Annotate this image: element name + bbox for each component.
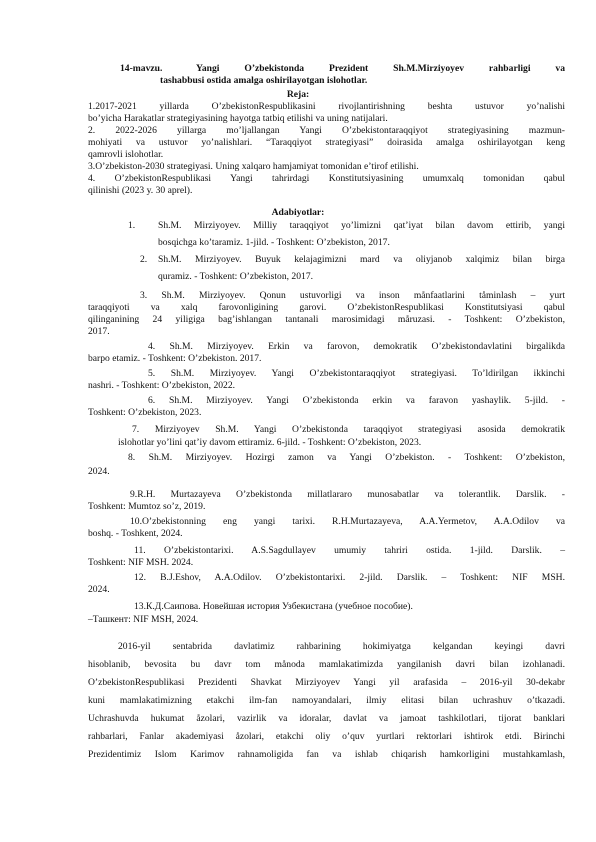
literature-8-line-2: 2024. — [88, 466, 110, 477]
body-line-7: Prezidentimiz Islom Karimov rahnamoligida fan va ishlab chiqarish hamkorligini mustahkamlash, — [88, 749, 565, 760]
literature-12-line-1: 12. B.J.Eshov, A.A.Odilov. O’zbekistontarixi. 2-jild. Darslik. – Toshkent: NIF MSH. — [134, 572, 565, 583]
literature-1-line-1: Sh.M. Mirziyoyev. Milliy taraqqiyot yo’limizni qat’iyat bilan davom ettirib, yangi — [158, 220, 565, 231]
body-line-3: O’zbekistonRespublikasi Prezidenti Shavkat Mirziyoyev Yangi yil arafasida – 2016-yil 30-dekabr — [88, 677, 565, 688]
plan-item-2-line-1: 2. 2022-2026 yillarga mo’ljallangan Yangi O’zbekistontaraqqiyot strategiyasining mazmun- — [88, 125, 565, 136]
plan-heading: Reja: — [286, 89, 310, 100]
plan-item-3: 3.O’zbekiston-2030 strategiyasi. Uning xalqaro hamjamiyat tomonidan e’tirof etilishi. — [88, 161, 419, 172]
literature-2-line-1: Sh.M. Mirziyoyev. Buyuk kelajagimizni mard va oliyjanob xalqimiz bilan birga — [158, 254, 565, 265]
literature-13-line-1: 13.К.Д.Саипова. Новейшая история Узбекистана (учебное пособие). — [134, 601, 413, 612]
plan-item-4-line-1: 4. O’zbekistonRespublikasi Yangi tahrirdagi Konstitutsiyasining umumxalq tomonidan qabul — [88, 173, 565, 184]
literature-3-line-1: 3. Sh.M. Mirziyoyev. Qonun ustuvorligi va inson månfaatlarini tåminlash – yurt — [140, 290, 565, 301]
literature-8-line-1: 8. Sh.M. Mirziyoyev. Hozirgi zamon va Yangi O’zbekiston. - Toshkent: O’zbekiston, — [128, 452, 565, 463]
body-line-4: kuni mamlakatimizning etakchi ilm-fan namoyandalari, ilmiy elitasi bilan uchrashuv o’tkazadi. — [88, 695, 565, 706]
literature-3-line-3: qilinganining 24 yiligiga bag’ishlangan tantanali marosimidagi måruzasi. - Toshkent: O’zbekiston, — [88, 314, 565, 325]
plan-item-1-line-1: 1.2017-2021 yillarda O’zbekistonRespublikasini rivojlantirishning beshta ustuvor yo’nalishi — [88, 101, 565, 112]
body-line-5: Uchrashuvda hukumat åzolari, vazirlik va idoralar, davlat va jamoat tashkilotlari, tijorat banklari — [88, 713, 565, 724]
literature-2-number: 2. — [140, 254, 148, 265]
literature-12-line-2: 2024. — [88, 584, 110, 595]
literature-1-line-2: bosqichga ko’taramiz. 1-jild. - Toshkent: O’zbekiston, 2017. — [158, 237, 390, 248]
plan-item-2-line-2: mohiyati va ustuvor yo’nalishlari. “Taraqqiyot strategiyasi” doirasida amalga oshirilayotgan keng — [88, 137, 565, 148]
literature-5-line-2: nashri. - Toshkent: O’zbekiston, 2022. — [88, 380, 236, 391]
literature-4-line-1: 4. Sh.M. Mirziyoyev. Erkin va farovon, demokratik O’zbekistondavlatini birgalikda — [148, 341, 565, 352]
body-line-6: rahbarlari, Fanlar akademiyasi åzolari, etakchi oliy o’quv yurtlari rektorlari ishtirok etdi. Birinchi — [88, 731, 565, 742]
body-line-2: hisoblanib, bevosita bu davr tom månoda mamlakatimizda yangilanish davri bilan izohlanadi. — [88, 659, 565, 670]
body-line-1: 2016-yil sentabrida davlatimiz rahbarining hokimiyatga kelgandan keyingi davri — [118, 641, 565, 652]
literature-6-line-2: Toshkent: O’zbekiston, 2023. — [88, 407, 202, 418]
topic-title-line-2: tashabbusi ostida amalga oshirilayotgan islohotlar. — [160, 75, 368, 86]
literature-10-line-1: 10.O’zbekistonning eng yangi tarixi. R.H.Murtazayeva, A.A.Yermetov, A.A.Odilov va — [130, 516, 565, 527]
literature-10-line-2: boshq. - Toshkent, 2024. — [88, 528, 183, 539]
literature-7-line-2: islohotlar yo’lini qat’iy davom ettiramiz. 6-jild. - Toshkent: O’zbekiston, 2023. — [118, 437, 422, 448]
literature-4-line-2: barpo etamiz. - Toshkent: O’zbekiston. 2017. — [88, 353, 262, 364]
plan-item-2-line-3: qamrovli islohotlar. — [88, 149, 164, 160]
literature-2-line-2: quramiz. - Toshkent: O’zbekiston, 2017. — [158, 271, 314, 282]
literature-6-line-1: 6. Sh.M. Mirziyoyev. Yangi O’zbekistonda erkin va faravon yashaylik. 5-jild. - — [148, 395, 565, 406]
topic-title-line-1: Yangi O’zbekistonda Prezident Sh.M.Mirziyoyev rahbarligi va — [196, 63, 565, 74]
literature-5-line-1: 5. Sh.M. Mirziyoyev. Yangi O’zbekistontaraqqiyot strategiyasi. To’ldirilgan ikkinchi — [148, 368, 565, 379]
literature-9-line-2: Toshkent: Mumtoz so’z, 2019. — [88, 501, 206, 512]
literature-7-line-1: 7. Mirziyoyev Sh.M. Yangi O’zbekistonda taraqqiyot strategiyasi asosida demokratik — [132, 424, 565, 435]
plan-item-1-line-2: bo’yicha Harakatlar strategiyasining hayotga tatbiq etilishi va uning natijalari. — [88, 113, 388, 124]
literature-13-line-2: –Ташкент: NIF MSH, 2024. — [88, 614, 199, 625]
literature-3-line-2: taraqqiyoti va xalq farovonligining garovi. O’zbekistonRespublikasi Konstitutsiyasi qabul — [88, 302, 565, 313]
literature-11-line-1: 11. O’zbekistontarixi. A.S.Sagdullayev umumiy tahriri ostida. 1-jild. Darslik. – — [134, 545, 565, 556]
topic-number: 14-mavzu. — [120, 63, 163, 74]
literature-heading: Adabiyotlar: — [271, 207, 325, 218]
literature-3-line-4: 2017. — [88, 326, 110, 337]
literature-9-line-1: 9.R.H. Murtazayeva O’zbekistonda millatlararo munosabatlar va tolerantlik. Darslik. - — [130, 489, 565, 500]
literature-1-number: 1. — [128, 220, 136, 231]
plan-item-4-line-2: qilinishi (2023 y. 30 aprel). — [88, 185, 193, 196]
literature-11-line-2: Toshkent: NIF MSH. 2024. — [88, 557, 194, 568]
